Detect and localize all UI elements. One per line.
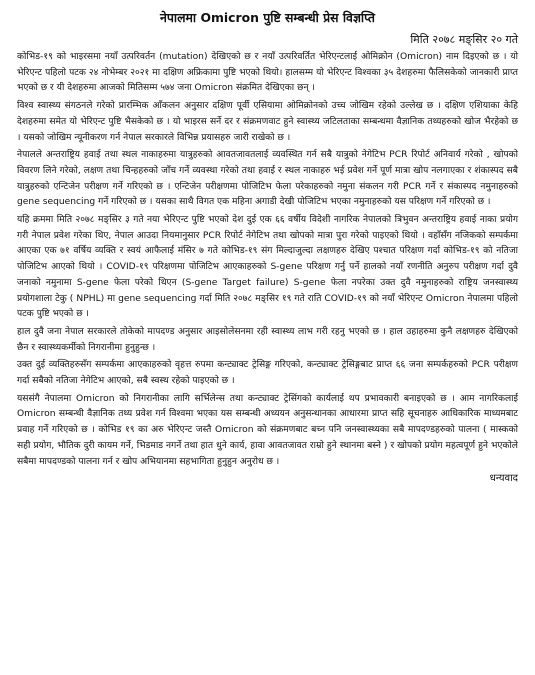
paragraph-public-health-advice: यससंगै नेपालमा Omicron को निगरानीका लागि सर्भिलेन्स तथा कन्ट्याक्ट ट्रेसिंगको कार्यलाई थप प्रभावकारी बनाइएको छ । आम नागरिकलाई Omicron सम्बन्धी वैज्ञानिक तथ्य प्रवेश गर्न विश्वमा भएका यस सम्बन्धी अध्ययन अनुसन्धानका आधारमा प्राप्त सहि सूचनाहरु आधिकारिक माध्यमबाट प्रवाह गर्ने गरिएको छ । कोभिड १९ का अरु भेरिएन्ट जस्तै Omicron को संक्रमणबाट बच्न पनि जनस्वास्थ्यका सबै मापदण्डहरुको पालना ( मास्कको सही प्रयोग, भौतिक दुरी कायम गर्ने, भिडमाड नगर्ने तथा हात धुने कार्य, हावा आवतजावत राम्रो हुने स्थानमा बस्ने ) र खोपको प्रयोग महत्वपूर्ण हुने भएकोले सबैमा मापदण्डको पालना गर्न र खोप अभियानमा सहभागिता हुनुहुन अनुरोध छ । xyxy=(17,393,518,467)
closing-thanks: धन्यवाद xyxy=(489,473,518,485)
paragraph-who-assessment: विश्व स्वास्थ्य संगठनले गरेको प्रारम्भिक आँकलन अनुसार दक्षिण पूर्वी एसियामा ओमिक्रोनको उच्च जोखिम रहेको उल्लेख छ । दक्षिण एशियाका केहि देशहरुमा समेत यो भेरिएन्ट पुष्टि भैसकेको छ । यो भाइरस सर्ने दर र संक्रमणवाट हुने स्वास्थ्य जटिलताका सम्बन्धमा वैज्ञानिक तथ्यहरुको खोज भैरहेको छ । यसको जोखिम न्यूनीकरण गर्न नेपाल सरकारले विभिन्न प्रयासहरु जारी राखेको छ । xyxy=(17,101,518,143)
paragraph-border-measures: नेपालले अन्तराष्ट्रिय हवाई तथा स्थल नाकाहरुमा यात्रुहरुको आवतजावतलाई व्यवस्थित गर्न सबै यात्रुको नेगेटिभ PCR रिपोर्ट अनिवार्य गरेको , खोपको विवरण लिने गरेको, लक्षण तथा चिन्हहरुको जाँच गर्ने व्यवस्था गरेको तथा हवाई र स्थल नाकाहरु भई प्रवेश गर्ने पूर्ण मात्रा खोप नलगाएका र शंकास्पद सबै यात्रुहरुको एन्टिजेन परीक्षण गर्ने गरिएको छ । एन्टिजेन परीक्षणमा पोजिटिभ फेला परेकाहरुको नमुना संकलन गरी PCR गर्ने र संकास्पद नमुनाहरुको gene sequencing गर्ने गरिएको छ । यसका साथै विगत एक महिना अगाडी देखी पोजिटिभ भएका नमुनाहरुको यस परिक्षण गर्ने गरिएको छ । xyxy=(17,150,518,208)
document-title: नेपालमा Omicron पुष्टि सम्बन्धी प्रेस विज्ञप्ति xyxy=(160,10,375,25)
paragraph-contact-tracing: उक्त दुई व्यक्तिहरुसँग सम्पर्कमा आएकाहरुको वृहत्त रुपमा कन्ट्याक्ट ट्रेसिङ्ग गरिएको, कन्ट्याक्ट ट्रेसिङ्गबाट प्राप्त ६६ जना सम्पर्कहरुको PCR परीक्षण गर्दा सबैको नतिजा नेगेटिभ आएको, सबै स्वस्थ रहेको पाइएको छ । xyxy=(17,360,518,387)
paragraph-case-detection: यहि क्रममा मिति २०७८ मङ्सिर ३ गते नया भेरिएन्ट पुष्टि भएको देश दुई एक ६६ वर्षीय विदेशी नागरिक नेपालको त्रिभुवन अन्तराष्ट्रिय हवाई नाका प्रयोग गरी नेपाल प्रवेश गरेका थिए, नेपाल आउदा नियमानुसार PCR रिपोर्ट नेगेटिभ तथा खोपको मात्रा पुरा गरेको पाइएको थियो । वहाँसँग नजिकको सम्पर्कमा आएका एक ७१ वर्षिय व्यक्ति र स्वयं आफैलाई मंसिर ७ गते कोभिड-१९ संग मिल्दाजुल्दा लक्षणहरु देखिए पश्चात परिक्षण गर्दा कोभिड-१९ को नतिजा पोजिटिभ आएको थियो । COVID-१९ परिक्षणमा पोजिटिभ आएकाहरुको S-gene परिक्षण गर्नु पर्ने हालको नयाँ रणनीति अनुरुप परीक्षण गर्दा दुवै जनाको नमुनामा S-gene फेला परेको थिएन (S-gene Target failure) S-gene फेला नपरेका उक्त दुवै नमुनाहरुको राष्ट्रिय जनस्वास्थ्य प्रयोगशाला टेकु ( NPHL) मा gene sequencing गर्दा मिति २०७८ मङ्सिर १९ गते राति COVID-१९ को नयाँ भेरिएन्ट Omicron नेपालमा पहिलो पटक पुष्टि भएको छ । xyxy=(17,215,518,320)
paragraph-omicron-introduction: कोभिड-१९ को भाइरसमा नयाँ उत्परिवर्तन (mutation) देखिएको छ र नयाँ उत्परिवर्तित भेरिएन्टलाई ओमिक्रोन (Omicron) नाम दिइएको छ । यो भेरिएन्ट पहिलो पटक २४ नोभेम्बर २०२१ मा दक्षिण अफ्रिकामा पुष्टि भएको थियो। हालसम्म यो भेरिएन्ट विश्वका ३५ देशहरुमा फैलिसकेको जानकारी प्राप्त भएको छ र यी देशहरुमा आजको मितिसम्म ५७४ जना Omicron संक्रमित देखिएका छन् । xyxy=(17,52,518,94)
paragraph-patient-status: हाल दुवै जना नेपाल सरकारले तोकेको मापदण्ड अनुसार आइसोलेसनमा रही स्वास्थ्य लाभ गरी रहनु भएको छ । हाल उहाहरुमा कुनै लक्षणहरु देखिएको छैन र स्वास्थ्यकर्मीको निगरानीमा हुनुहुन्छ । xyxy=(17,326,518,353)
document-date: मिति २०७८ मङ्सिर २० गते xyxy=(410,33,518,46)
